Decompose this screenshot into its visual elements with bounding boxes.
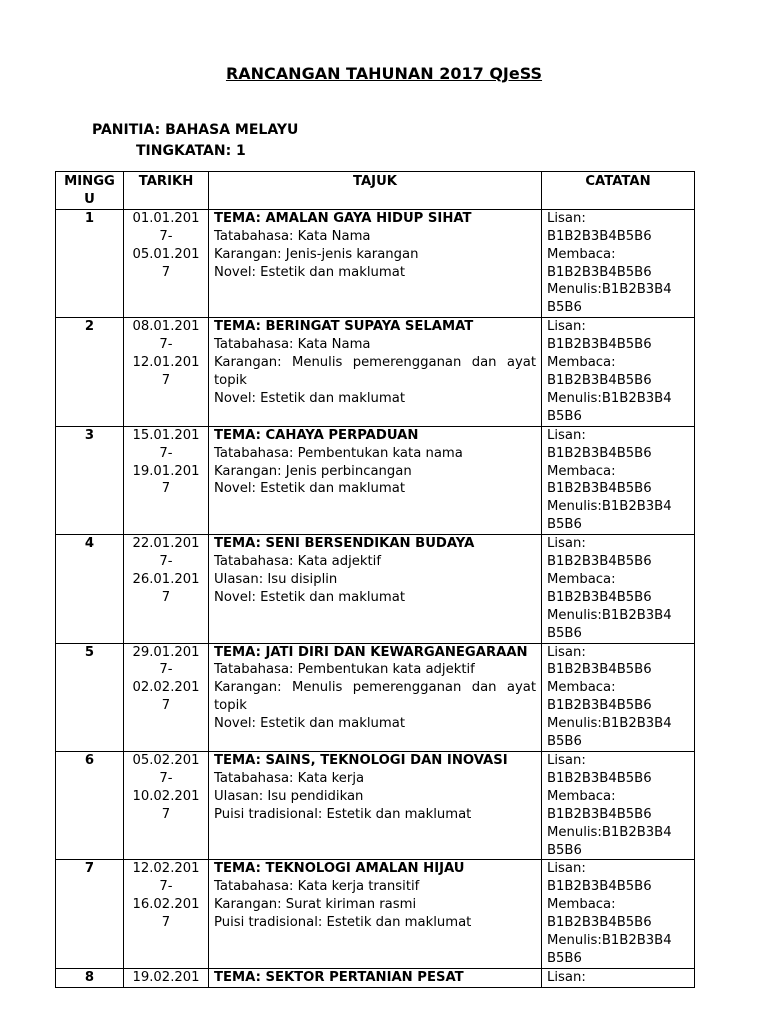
date-cell: 08.01.201 7- 12.01.201 7 (124, 318, 209, 426)
topic-cell (209, 535, 542, 643)
table-row (56, 318, 695, 426)
theme-title: TEMA: AMALAN GAYA HIDUP SIHAT (214, 210, 472, 226)
header-minggu: MINGG U (56, 172, 124, 210)
topic-line: Karangan: Surat kiriman rasmi (214, 897, 417, 913)
plan-table (55, 171, 695, 988)
week-cell: 3 (56, 426, 124, 534)
topic-line: Ulasan: Isu disiplin (214, 571, 338, 587)
header-tajuk: TAJUK (209, 172, 542, 210)
topic-line: Novel: Estetik dan maklumat (214, 481, 405, 497)
topic-line: Karangan: Jenis-jenis karangan (214, 246, 419, 262)
notes-cell: Lisan: B1B2B3B4B5B6 Membaca: B1B2B3B4B5B6 Menulis:B1B2B3B4 B5B6 (542, 643, 695, 751)
topic-line: Tatabahasa: Kata adjektif (214, 554, 381, 570)
week-cell: 6 (56, 752, 124, 860)
date-cell: 12.02.201 7- 16.02.201 7 (124, 860, 209, 968)
topic-cell (209, 643, 542, 751)
date-cell: 22.01.201 7- 26.01.201 7 (124, 535, 209, 643)
week-cell: 4 (56, 535, 124, 643)
topic-cell (209, 860, 542, 968)
date-cell: 05.02.201 7- 10.02.201 7 (124, 752, 209, 860)
notes-cell: Lisan: B1B2B3B4B5B6 Membaca: B1B2B3B4B5B6 Menulis:B1B2B3B4 B5B6 (542, 535, 695, 643)
notes-cell: Lisan: B1B2B3B4B5B6 Membaca: B1B2B3B4B5B6 Menulis:B1B2B3B4 B5B6 (542, 209, 695, 317)
topic-line: Tatabahasa: Kata Nama (214, 228, 371, 244)
topic-line: Tatabahasa: Pembentukan kata adjektif (214, 662, 475, 678)
theme-title: TEMA: TEKNOLOGI AMALAN HIJAU (214, 861, 465, 877)
table-row (56, 968, 695, 987)
notes-cell: Lisan: B1B2B3B4B5B6 Membaca: B1B2B3B4B5B6 Menulis:B1B2B3B4 B5B6 (542, 426, 695, 534)
table-row (56, 535, 695, 643)
notes-cell: Lisan: (542, 968, 695, 987)
notes-cell: Lisan: B1B2B3B4B5B6 Membaca: B1B2B3B4B5B6 Menulis:B1B2B3B4 B5B6 (542, 318, 695, 426)
topic-line: Novel: Estetik dan maklumat (214, 390, 405, 406)
date-cell: 19.02.201 (124, 968, 209, 987)
date-cell: 29.01.201 7- 02.02.201 7 (124, 643, 209, 751)
topic-line: Puisi tradisional: Estetik dan maklumat (214, 915, 472, 931)
topic-line: Novel: Estetik dan maklumat (214, 264, 405, 280)
theme-title: TEMA: JATI DIRI DAN KEWARGANEGARAAN (214, 644, 528, 660)
topic-line: Karangan: Menulis pemerengganan dan ayat topik (214, 355, 536, 388)
topic-cell (209, 318, 542, 426)
table-row (56, 209, 695, 317)
week-cell: 7 (56, 860, 124, 968)
topic-cell (209, 752, 542, 860)
table-body (56, 209, 695, 987)
header-tarikh: TARIKH (124, 172, 209, 210)
notes-cell: Lisan: B1B2B3B4B5B6 Membaca: B1B2B3B4B5B6 Menulis:B1B2B3B4 B5B6 (542, 752, 695, 860)
topic-line: Tatabahasa: Kata kerja transitif (214, 879, 420, 895)
topic-line: Puisi tradisional: Estetik dan maklumat (214, 806, 472, 822)
table-header-row (56, 172, 695, 210)
topic-line: Karangan: Jenis perbincangan (214, 463, 412, 479)
notes-cell: Lisan: B1B2B3B4B5B6 Membaca: B1B2B3B4B5B6 Menulis:B1B2B3B4 B5B6 (542, 860, 695, 968)
topic-cell (209, 209, 542, 317)
theme-title: TEMA: SEKTOR PERTANIAN PESAT (214, 969, 464, 985)
topic-line: Novel: Estetik dan maklumat (214, 589, 405, 605)
tingkatan-label: TINGKATAN: 1 (136, 143, 246, 159)
table-row (56, 860, 695, 968)
topic-line: Novel: Estetik dan maklumat (214, 716, 405, 732)
table-row (56, 752, 695, 860)
topic-line: Karangan: Menulis pemerengganan dan ayat topik (214, 680, 536, 714)
theme-title: TEMA: CAHAYA PERPADUAN (214, 427, 419, 443)
document-title: RANCANGAN TAHUNAN 2017 QJeSS (225, 64, 543, 83)
topic-cell (209, 968, 542, 987)
topic-line: Tatabahasa: Pembentukan kata nama (214, 445, 463, 461)
theme-title: TEMA: BERINGAT SUPAYA SELAMAT (214, 319, 474, 335)
panitia-label: PANITIA: BAHASA MELAYU (92, 122, 299, 138)
theme-title: TEMA: SENI BERSENDIKAN BUDAYA (214, 536, 475, 552)
table-row (56, 643, 695, 751)
week-cell: 2 (56, 318, 124, 426)
week-cell: 1 (56, 209, 124, 317)
topic-line: Ulasan: Isu pendidikan (214, 788, 364, 804)
table-row (56, 426, 695, 534)
topic-line: Tatabahasa: Kata kerja (214, 770, 365, 786)
week-cell: 8 (56, 968, 124, 987)
topic-line: Tatabahasa: Kata Nama (214, 337, 371, 353)
week-cell: 5 (56, 643, 124, 751)
date-cell: 01.01.201 7- 05.01.201 7 (124, 209, 209, 317)
topic-cell (209, 426, 542, 534)
header-catatan: CATATAN (542, 172, 695, 210)
theme-title: TEMA: SAINS, TEKNOLOGI DAN INOVASI (214, 753, 508, 768)
date-cell: 15.01.201 7- 19.01.201 7 (124, 426, 209, 534)
